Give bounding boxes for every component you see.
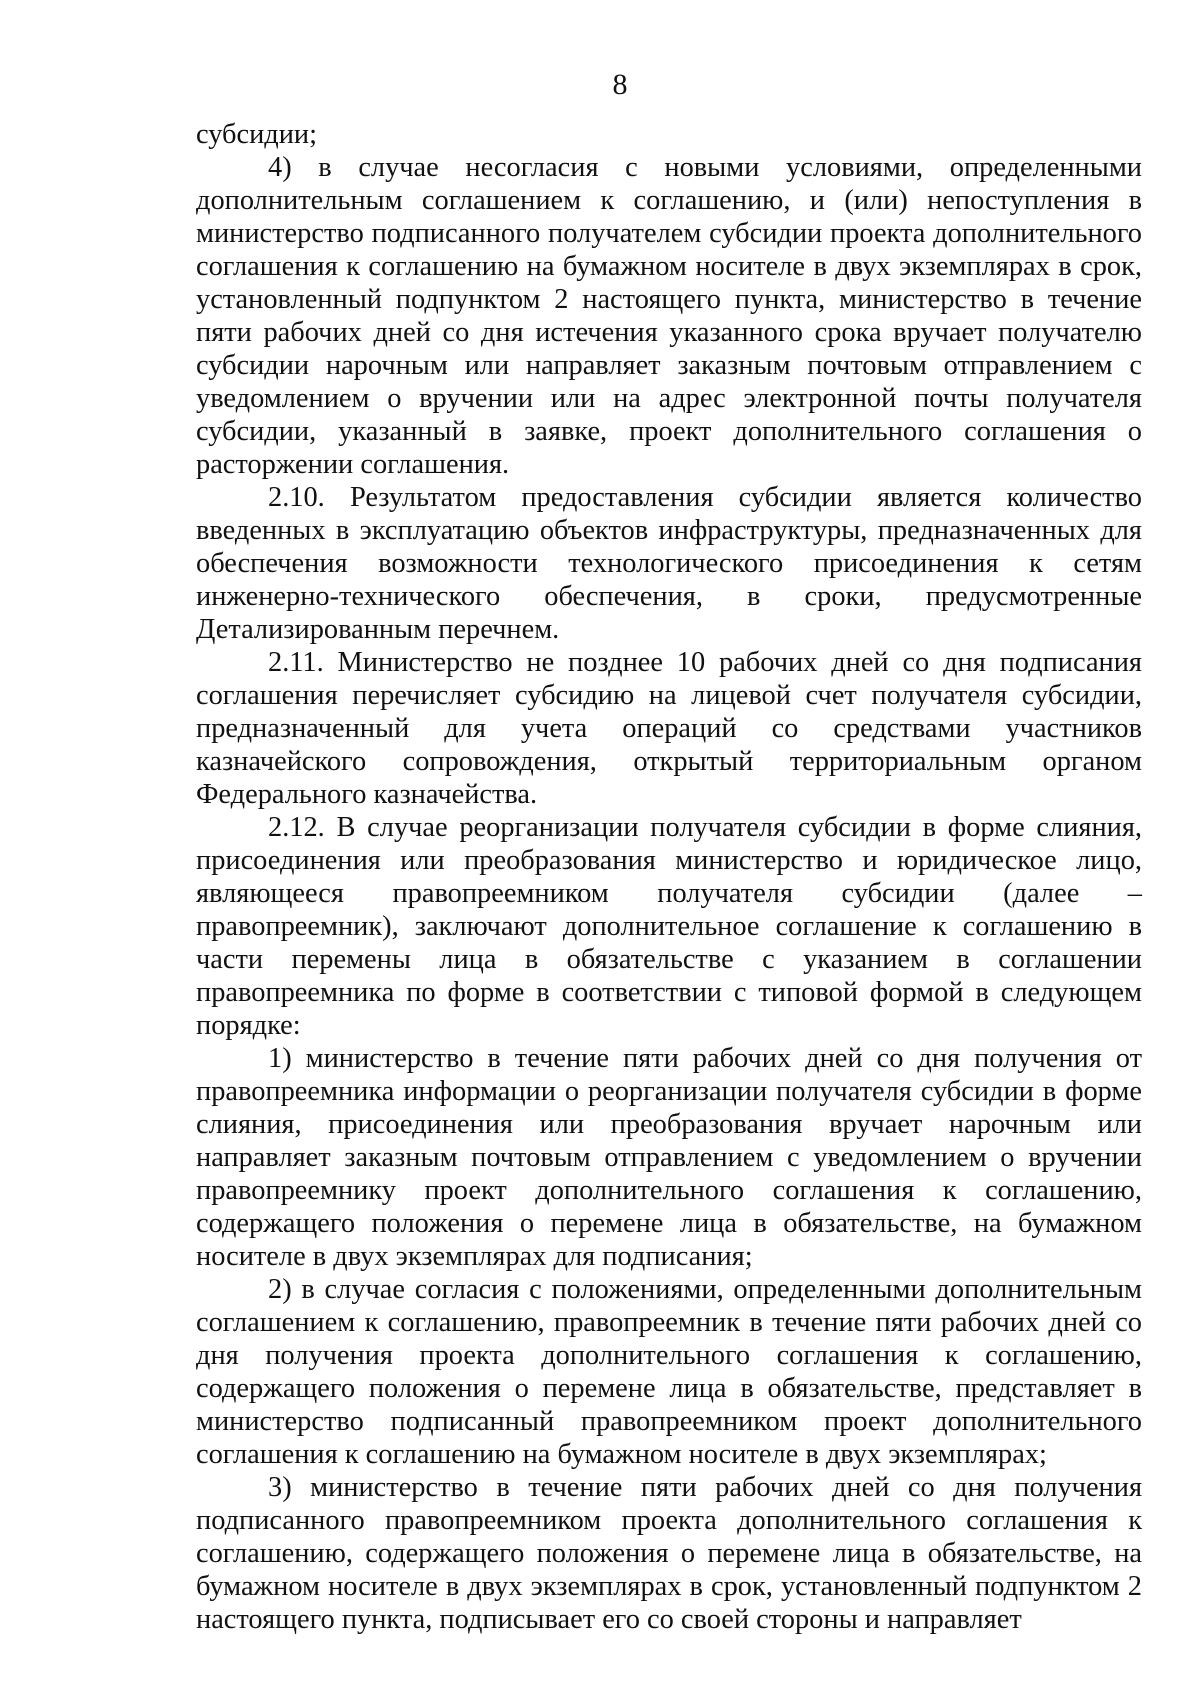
- paragraph-item-1: 1) министерство в течение пяти рабочих дней со дня получения от правопреемника информации о реорганизации получателя субсидии в форме слияния, присоединения или преобразования вручает нарочным или направляет заказным почтовым отправлением с уведомлением о вручении правопреемнику проект дополнительного соглашения к соглашению, содержащего положения о перемене лица в обязательстве, на бумажном носителе в двух экземплярах для подписания;: [196, 1043, 1142, 1272]
- paragraph-item-4: 4) в случае несогласия с новыми условиями, определенными дополнительным соглашением к соглашению, и (или) непоступления в министерство подписанного получателем субсидии проекта дополнительного соглашения к соглашению на бумажном носителе в двух экземплярах в срок, установленный подпунктом 2 настоящего пункта, министерство в течение пяти рабочих дней со дня истечения указанного срока вручает получателю субсидии нарочным или направляет заказным почтовым отправлением с уведомлением о вручении или на адрес электронной почты получателя субсидии, указанный в заявке, проект дополнительного соглашения о расторжении соглашения.: [196, 152, 1142, 480]
- document-body: [196, 118, 1142, 1636]
- paragraph-2-12: 2.12. В случае реорганизации получателя субсидии в форме слияния, присоединения или преобразования министерство и юридическое лицо, являющееся правопреемником получателя субсидии (далее – правопреемник), заключают дополнительное соглашение к соглашению в части перемены лица в обязательстве с указанием в соглашении правопреемника по форме в соответствии с типовой формой в следующем порядке:: [196, 812, 1142, 1041]
- paragraph-2-10: 2.10. Результатом предоставления субсидии является количество введенных в эксплуатацию объектов инфраструктуры, предназначенных для обеспечения возможности технологического присоединения к сетям инженерно-технического обеспечения, в сроки, предусмотренные Детализированным перечнем.: [196, 482, 1142, 645]
- paragraph-item-3: 3) министерство в течение пяти рабочих дней со дня получения подписанного правопреемником проекта дополнительного соглашения к соглашению, содержащего положения о перемене лица в обязательстве, на бумажном носителе в двух экземплярах в срок, установленный подпунктом 2 настоящего пункта, подписывает его со своей стороны и направляет: [196, 1472, 1142, 1635]
- paragraph-continuation: субсидии;: [196, 119, 318, 150]
- paragraph-2-11: 2.11. Министерство не позднее 10 рабочих дней со дня подписания соглашения перечисляет субсидию на лицевой счет получателя субсидии, предназначенный для учета операций со средствами участников казначейского сопровождения, открытый территориальным органом Федерального казначейства.: [196, 647, 1142, 810]
- paragraph-item-2: 2) в случае согласия с положениями, определенными дополнительным соглашением к соглашению, правопреемник в течение пяти рабочих дней со дня получения проекта дополнительного соглашения к соглашению, содержащего положения о перемене лица в обязательстве, представляет в министерство подписанный правопреемником проект дополнительного соглашения к соглашению на бумажном носителе в двух экземплярах;: [196, 1274, 1142, 1470]
- page-number: 8: [612, 68, 628, 101]
